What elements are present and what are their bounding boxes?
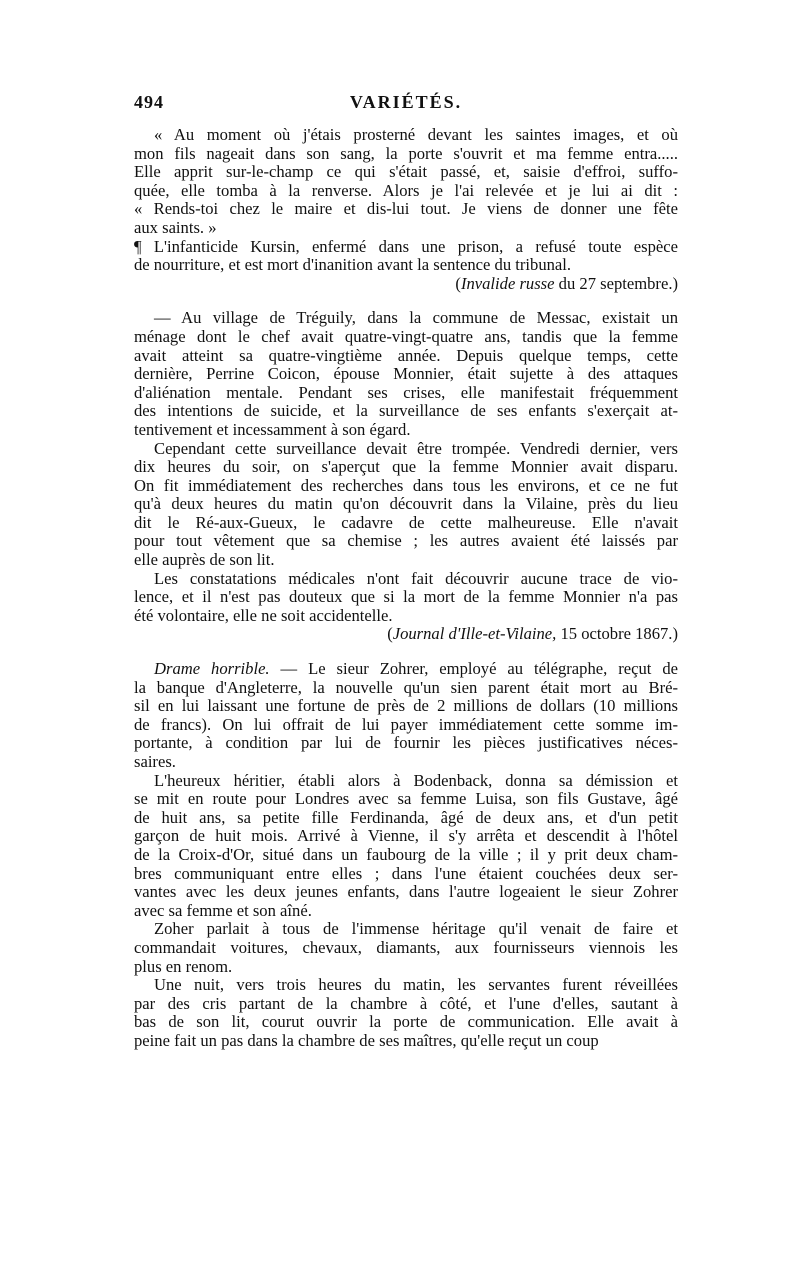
text-line: Zoher parlait à tous de l'immense héritage qu'il venait de faire et [154, 919, 678, 939]
paragraph-gap [134, 293, 678, 309]
page-number: 494 [134, 92, 164, 112]
text-line: L'heureux héritier, établi alors à Bodenback, donna sa démission et [154, 770, 678, 790]
text-line: plus en renom. [134, 956, 233, 976]
text-line: Drame horrible. — Le sieur Zohrer, employé au télégraphe, reçut de [154, 659, 678, 679]
text-line: « Rends-toi chez le maire et dis-lui tout. Je viens de donner une fête [134, 199, 678, 219]
text-line: qu'à deux heures du matin qu'on découvrit dans la Vilaine, près du lieu [134, 494, 678, 514]
text-line: commandait voitures, chevaux, diamants, aux fournisseurs viennois les [134, 937, 678, 957]
text-line: des intentions de suicide, et la surveillance de ses enfants s'exerçait at- [134, 401, 678, 421]
text-line: dit le Ré-aux-Gueux, le cadavre de cette malheureuse. Elle n'avait [134, 512, 678, 532]
text-line: bas de son lit, courut ouvrir la porte de communication. Elle avait à [134, 1012, 678, 1032]
paragraph [134, 238, 678, 275]
text-line: Elle apprit sur-le-champ ce qui s'était passé, et, saisie d'effroi, suffo- [134, 162, 678, 182]
paragraph [134, 570, 678, 626]
paragraph [134, 309, 678, 439]
text-line: Les constatations médicales n'ont fait découvrir aucune trace de vio- [154, 568, 678, 588]
text-line: se mit en route pour Londres avec sa femme Luisa, son fils Gustave, âgé [134, 789, 678, 809]
text-line: elle auprès de son lit. [134, 550, 275, 570]
paragraph [134, 772, 678, 921]
text-line: avec sa femme et son aîné. [134, 900, 312, 920]
running-title: VARIÉTÉS. [349, 92, 463, 112]
text-line: ¶ L'infanticide Kursin, enfermé dans une prison, a refusé toute espèce [134, 236, 678, 256]
text-line: bres communiquant entre elles ; dans l'une étaient couchées deux ser- [134, 863, 678, 883]
paragraph [134, 920, 678, 976]
paragraph [134, 660, 678, 772]
text-line: d'aliénation mentale. Pendant ses crises, elle manifestait fréquemment [134, 382, 678, 402]
text-line: de huit ans, sa petite fille Ferdinanda, âgé de deux ans, et d'un petit [134, 807, 678, 827]
text-line: de la Croix-d'Or, situé dans un faubourg de la ville ; il y prit deux cham- [134, 844, 678, 864]
text-line: de francs). On lui offrait de lui payer immédiatement cette somme im- [134, 714, 678, 734]
text-line: vantes avec les deux jeunes enfants, dans l'autre logeaient le sieur Zohrer [134, 882, 678, 902]
text-line: quée, elle tomba à la renverse. Alors je l'ai relevée et je lui ai dit : [134, 180, 678, 200]
text-line: « Au moment où j'étais prosterné devant les saintes images, et où [154, 125, 678, 144]
text-line: tentivement et incessamment à son égard. [134, 419, 411, 439]
source-citation: (Invalide russe du 27 septembre.) [455, 273, 678, 293]
page-header [134, 92, 678, 122]
text-line: la banque d'Angleterre, la nouvelle qu'un sien parent était mort au Bré- [134, 677, 678, 697]
text-line: Une nuit, vers trois heures du matin, les servantes furent réveillées [154, 975, 678, 995]
text-line: lence, et il n'est pas douteux que si la mort de la femme Monnier n'a pas [134, 587, 678, 607]
text-line: saires. [134, 752, 176, 771]
paragraph [134, 976, 678, 1050]
text-line: Cependant cette surveillance devait être trompée. Vendredi dernier, vers [154, 438, 678, 458]
text-line: été volontaire, elle ne soit accidentelle. [134, 605, 393, 625]
paragraph [134, 440, 678, 570]
text-line: avait atteint sa quatre-vingtième année. Depuis quelque temps, cette [134, 345, 678, 365]
text-line: par des cris partant de la chambre à côté, et l'une d'elles, sautant à [134, 993, 678, 1013]
text-line: On fit immédiatement des recherches dans tous les environs, et ce ne fut [134, 475, 678, 495]
paragraph-gap [134, 644, 678, 660]
body-text [134, 126, 678, 1051]
text-line: — Au village de Tréguily, dans la commune de Messac, existait un [154, 308, 678, 328]
article-heading: Drame horrible. [154, 659, 270, 679]
text-line: dix heures du soir, on s'aperçut que la femme Monnier avait disparu. [134, 457, 678, 477]
text-line: pour tout vêtement que sa chemise ; les autres avaient été laissés par [134, 531, 678, 551]
source-title: Invalide russe [460, 273, 555, 293]
source-citation: (Journal d'Ille-et-Vilaine, 15 octobre 1867.) [387, 624, 678, 644]
text-line: portante, à condition par lui de fournir les pièces justificatives néces- [134, 733, 678, 753]
text-line: mon fils nageait dans son sang, la porte s'ouvrit et ma femme entra..... [134, 143, 678, 163]
text-line: garçon de huit mois. Arrivé à Vienne, il s'y arrêta et descendit à l'hôtel [134, 826, 678, 846]
text-line: peine fait un pas dans la chambre de ses maîtres, qu'elle reçut un coup [134, 1030, 599, 1050]
text-line: de nourriture, et est mort d'inanition avant la sentence du tribunal. [134, 255, 572, 275]
source-title: Journal d'Ille-et-Vilaine, [392, 624, 557, 644]
text-line: ménage dont le chef avait quatre-vingt-quatre ans, tandis que la femme [134, 326, 678, 346]
text-line: dernière, Perrine Coicon, épouse Monnier, était sujette à des attaques [134, 364, 678, 384]
text-line: aux saints. » [134, 217, 217, 237]
text-line: sil en lui laissant une fortune de près de 2 millions de dollars (10 millions [134, 696, 678, 716]
paragraph [134, 126, 678, 238]
